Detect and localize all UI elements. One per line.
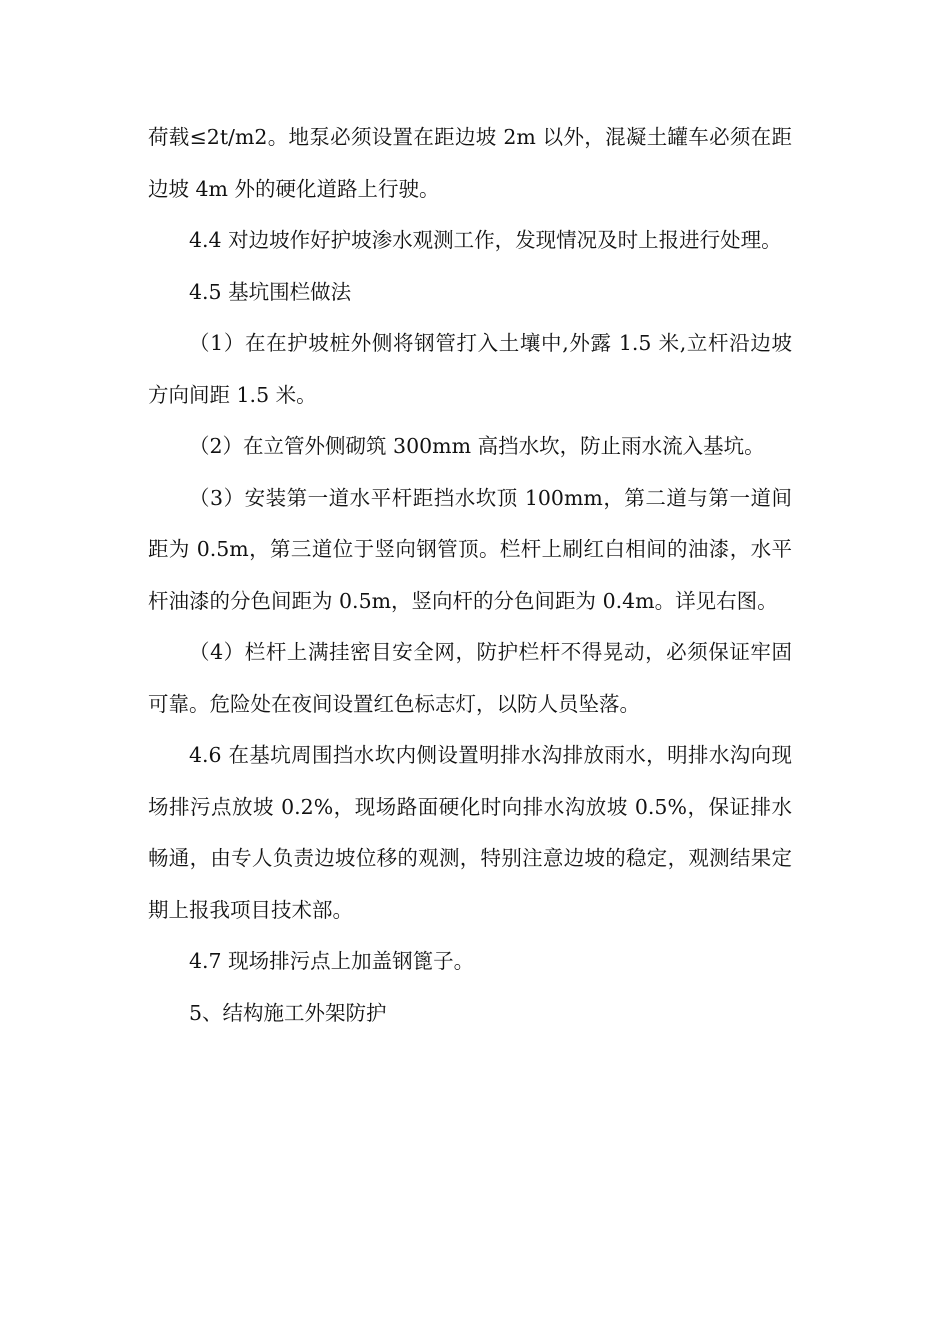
- paragraph-4-7: 4.7 现场排污点上加盖钢篦子。: [189, 949, 475, 973]
- paragraph-load-limit: 荷载≤2t/m2。地泵必须设置在距边坡 2m 以外，混凝土罐车必须在距边坡 4m 外的硬化道路上行驶。: [148, 125, 792, 201]
- paragraph-4-5-item-2: （2）在立管外侧砌筑 300mm 高挡水坎，防止雨水流入基坑。: [189, 434, 765, 458]
- heading-4-5: 4.5 基坑围栏做法: [189, 279, 352, 304]
- paragraph-4-4: 4.4 对边坡作好护坡渗水观测工作，发现情况及时上报进行处理。: [189, 228, 782, 252]
- paragraph-4-5-item-1: （1）在在护坡桩外侧将钢管打入土壤中,外露 1.5 米,立杆沿边坡方向间距 1.5 米。: [148, 331, 792, 407]
- paragraph-4-5-item-3: （3）安装第一道水平杆距挡水坎顶 100mm，第二道与第一道间距为 0.5m，第三道位于竖向钢管顶。栏杆上刷红白相间的油漆，水平杆油漆的分色间距为 0.5m，竖向杆的分色间距为 0.4m。详见右图。: [148, 485, 792, 613]
- paragraph-4-6: 4.6 在基坑周围挡水坎内侧设置明排水沟排放雨水，明排水沟向现场排污点放坡 0.2%，现场路面硬化时向排水沟放坡 0.5%，保证排水畅通，由专人负责边坡位移的观测，特别注意边坡的稳定，观测结果定期上报我项目技术部。: [148, 743, 792, 922]
- paragraph-4-5-item-4: （4）栏杆上满挂密目安全网，防护栏杆不得晃动，必须保证牢固可靠。危险处在夜间设置红色标志灯，以防人员坠落。: [148, 640, 792, 716]
- heading-5: 5、结构施工外架防护: [189, 1000, 387, 1025]
- document-body: [148, 112, 792, 1039]
